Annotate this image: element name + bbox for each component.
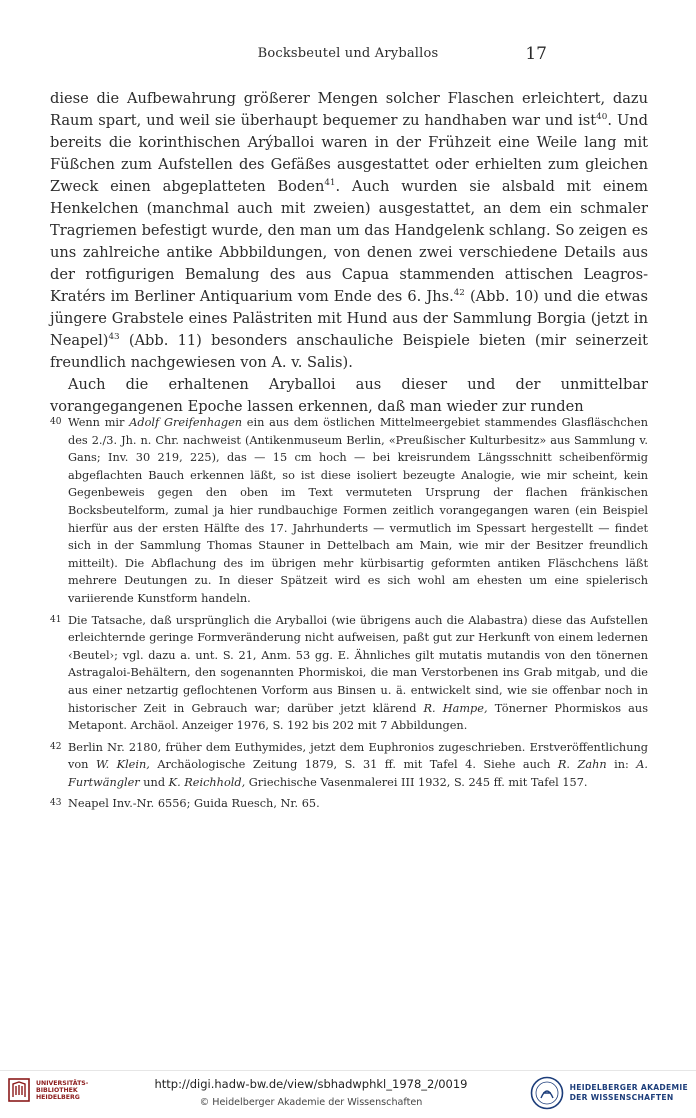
- footnote: [50, 739, 648, 792]
- footnote-ref[interactable]: 41: [324, 178, 336, 189]
- library-logo[interactable]: [8, 1078, 88, 1102]
- text-run: . Und bereits die korinthischen Arýballoi waren in der Frühzeit eine Weile lang mit Füßchen zum Aufstellen des Gefäßes ausgestattet oder erhielten zum gleichen Zweck einen abgeplatteten Boden: [50, 112, 648, 195]
- text-run: in:: [606, 758, 637, 772]
- library-logo-line: HEIDELBERG: [36, 1093, 80, 1101]
- library-logo-line: BIBLIOTHEK: [36, 1086, 78, 1094]
- text-run: ein aus dem östlichen Mittelmeergebiet stammendes Glasfläschchen des 2./3. Jh. n. Chr. nachweist (Antikenmuseum Berlin, «Preußischer Kulturbesitz» aus Sammlung v. Gans; Inv. 30 219, 225), das — 15 cm hoch — bei kreisrundem Längsschnitt scheibenförmig abgeflachten Bauch erkennen läßt, so ist diese isoliert bezeugte Analogie, wie mir scheint, kein Gegenbeweis gegen den oben im Text vermuteten Ursprung der flachen fränkischen Bocksbeutelform, zumal ja hier rundbauchige Formen zeitlich vorangegangen waren (ein Beispiel hierfür aus der ersten Hälfte des 17. Jahrhunderts — vermutlich im Spessart hergestellt — findet sich in der Sammlung Thomas Stauner in Dettelbach am Main, wie mir der Besitzer freundlich mitteilt). Die Abflachung des im übrigen mehr kürbisartig geformten antiken Fläschchens läßt mehrere Deutungen zu. In dieser Spätzeit wird es sich wohl am ehesten um eine spielerisch variierende Kunstform handeln.: [68, 416, 648, 605]
- copyright-notice: © Heidelberger Akademie der Wissenschaften: [199, 1097, 423, 1108]
- footnote: [50, 612, 648, 735]
- footnote-ref[interactable]: 42: [453, 288, 465, 299]
- footer-bar: [0, 1070, 696, 1118]
- text-run: Archäologische Zeitung 1879, S. 31 ff. mit Tafel 4. Siehe auch: [149, 758, 558, 772]
- footnote-number: 40: [50, 417, 62, 427]
- academy-logo-line: HEIDELBERGER AKADEMIE: [569, 1083, 688, 1092]
- text-run: . Auch wurden sie alsbald mit einem Henkelchen (manchmal auch mit zweien) ausgestattet, an dem ein schmaler Tragriemen befestigt wurde, den man um das Handgelenk schlang. So zeigen es uns zahlreiche antike Abbbildungen, von denen zwei verschiedene Details aus der rotfigurigen Bemalung des aus Capua stammenden attischen Leagros-Kratérs im Berliner Antiquarium vom Ende des 6. Jhs.: [50, 178, 648, 305]
- text-run: Griechische Vasenmalerei III 1932, S. 245 ff. mit Tafel 157.: [245, 775, 588, 789]
- page-number: 17: [525, 44, 547, 64]
- text-run: diese die Aufbewahrung größerer Mengen solcher Flaschen erleichtert, dazu Raum spart, und weil sie überhaupt bequemer zu handhaben war und ist: [50, 90, 648, 129]
- text-run: (Abb. 10) und die etwas jüngere Grabstele eines Palästriten mit Hund aus der Sammlung Borgia (jetzt in Neapel): [50, 288, 648, 349]
- text-run: Wenn mir: [68, 416, 130, 429]
- library-logo-text: [36, 1080, 88, 1101]
- permalink-url[interactable]: http://digi.hadw-bw.de/view/sbhadwphkl_1978_2/0019: [154, 1077, 468, 1091]
- library-logo-icon: [8, 1078, 30, 1102]
- author-name: R. Hampe,: [423, 701, 488, 715]
- footnote-ref[interactable]: 43: [108, 332, 120, 343]
- running-head: Bocksbeutel und Aryballos: [257, 46, 439, 61]
- footnote-ref[interactable]: 40: [596, 112, 608, 123]
- author-name: K. Reichhold,: [168, 775, 246, 789]
- text-run: (Abb. 11) besonders anschauliche Beispiele bieten (mir seinerzeit freundlich nachgewiesen von A. v. Salis).: [50, 332, 648, 371]
- footnote-number: 42: [50, 741, 62, 752]
- text-run: Auch die erhaltenen Aryballoi aus dieser und der unmittelbar vorangegangenen Epoche lassen erkennen, daß man wieder zur runden: [50, 376, 648, 415]
- footnotes: [50, 414, 648, 813]
- paragraph-2: [50, 374, 648, 418]
- text-run: Neapel Inv.-Nr. 6556; Guida Ruesch, Nr. 65.: [68, 797, 320, 811]
- text-run: Tönerner Phormiskos aus Metapont. Archäol. Anzeiger 1976, S. 192 bis 202 mit 7 Abbildungen.: [68, 701, 648, 733]
- text-run: und: [139, 775, 169, 789]
- footnote-number: 43: [50, 798, 62, 809]
- author-name: Adolf Greifenhagen: [129, 416, 243, 429]
- main-text: [50, 88, 648, 418]
- paragraph-1: [50, 88, 648, 374]
- text-run: Die Tatsache, daß ursprünglich die Aryballoi (wie übrigens auch die Alabastra) diese das Aufstellen erleichternde geringe Formveränderung nicht aufweisen, paßt gut zur Herkunft von einem ledernen ‹Beutel›; vgl. dazu a. unt. S. 21, Anm. 53 gg. E. Ähnliches gilt mutatis mutandis von den tönernen Astragaloi-Behältern, den sogenannten Phormiskoi, die man Verstorbenen ins Grab mitgab, und die aus einer netzartig geflochtenen Vorform aus Binsen u. ä. entwickelt sind, wie sie offenbar noch in historischer Zeit in Gebrauch war; darüber jetzt klärend: [68, 613, 648, 715]
- academy-logo-text: [570, 1083, 688, 1103]
- footnote: [50, 414, 648, 608]
- academy-seal-icon: [530, 1076, 564, 1110]
- academy-logo[interactable]: [530, 1076, 688, 1110]
- footnote: [50, 795, 648, 813]
- footnote-number: 41: [50, 614, 62, 625]
- author-name: W. Klein,: [95, 758, 150, 772]
- author-name: A. Furtwängler: [68, 758, 648, 789]
- library-logo-line: UNIVERSITÄTS-: [36, 1079, 89, 1087]
- academy-logo-line: DER WISSENSCHAFTEN: [569, 1093, 674, 1102]
- author-name: R. Zahn: [557, 758, 607, 772]
- text-run: Berlin Nr. 2180, früher dem Euthymides, jetzt dem Euphronios zugeschrieben. Erstveröffentlichung von: [68, 740, 648, 772]
